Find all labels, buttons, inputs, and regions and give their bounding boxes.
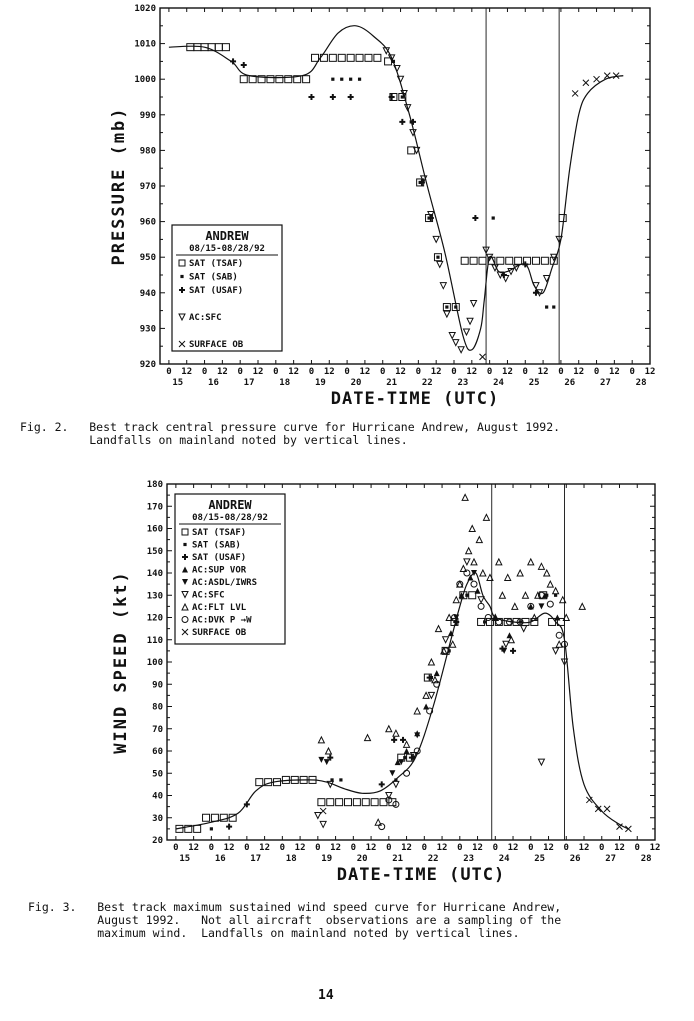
data-point <box>512 603 518 609</box>
data-point <box>483 620 486 623</box>
x-tick-label: 0 <box>492 843 499 853</box>
y-tick-label: 970 <box>139 182 156 192</box>
data-point <box>404 741 410 747</box>
x-tick-label: 12 <box>359 367 371 377</box>
data-point <box>379 781 385 787</box>
x-tick-label: 12 <box>436 843 448 853</box>
data-point <box>553 648 559 654</box>
data-point <box>414 708 420 714</box>
x-tick-label: 12 <box>466 367 478 377</box>
data-point <box>358 78 361 81</box>
figure-2-caption: Fig. 2. Best track central pressure curve for Hurricane Andrew, August 1992. Landfalls on mainland noted by vertical lines. <box>20 420 561 447</box>
data-point <box>320 54 327 61</box>
x-tick-label: 0 <box>593 367 600 377</box>
data-point <box>391 737 397 743</box>
data-point <box>485 615 491 621</box>
x-tick-label: 0 <box>528 843 534 853</box>
x-day-label: 20 <box>356 854 368 864</box>
x-day-label: 28 <box>640 854 652 864</box>
data-point <box>532 257 539 264</box>
data-point <box>464 559 470 565</box>
data-point <box>348 94 354 100</box>
y-tick-label: 980 <box>139 146 156 157</box>
legend-subtitle: 08/15-08/28/92 <box>189 244 265 254</box>
x-tick-label: 12 <box>507 843 519 853</box>
data-point <box>403 756 406 759</box>
data-point <box>478 597 484 603</box>
x-tick-label: 0 <box>173 843 179 853</box>
x-tick-label: 0 <box>244 843 250 853</box>
legend-label: SAT (TSAF) <box>189 259 244 269</box>
data-point <box>471 581 477 587</box>
y-tick-label: 30 <box>152 813 163 824</box>
data-point <box>522 592 528 598</box>
data-point <box>483 514 489 520</box>
data-point <box>436 256 439 259</box>
x-tick-label: 0 <box>599 843 605 853</box>
data-point <box>215 44 222 51</box>
x-day-label: 20 <box>350 378 362 388</box>
data-point <box>267 76 274 83</box>
y-tick-label: 960 <box>139 217 156 228</box>
data-point <box>362 799 369 806</box>
data-point <box>203 814 210 821</box>
data-point <box>625 826 631 832</box>
data-point <box>547 581 553 587</box>
x-tick-label: 12 <box>252 367 264 377</box>
x-tick-label: 12 <box>573 367 585 377</box>
y-tick-label: 50 <box>152 769 163 780</box>
x-day-label: 18 <box>279 378 291 388</box>
data-point <box>470 257 477 264</box>
y-tick-label: 1000 <box>134 75 156 86</box>
x-day-label: 27 <box>600 378 611 388</box>
x-tick-label: 0 <box>315 843 321 853</box>
x-day-label: 26 <box>569 854 581 864</box>
legend-label: SURFACE OB <box>189 340 244 350</box>
x-day-label: 28 <box>635 378 647 388</box>
x-tick-label: 0 <box>421 843 428 853</box>
data-point <box>336 799 343 806</box>
data-point <box>393 730 399 736</box>
data-point <box>230 58 236 64</box>
data-point <box>464 570 470 576</box>
data-point <box>393 781 399 787</box>
data-point <box>365 735 371 741</box>
data-point <box>433 236 439 242</box>
legend-marker <box>183 543 186 546</box>
data-point <box>187 44 194 51</box>
data-point <box>515 257 522 264</box>
x-day-label: 24 <box>493 378 504 388</box>
x-tick-label: 0 <box>563 843 569 853</box>
data-point <box>325 748 331 754</box>
data-point <box>458 347 464 353</box>
legend-title: ANDREW <box>208 498 252 512</box>
y-tick-label: 100 <box>146 658 163 668</box>
data-point <box>583 80 589 86</box>
x-tick-label: 12 <box>259 843 271 853</box>
series-sat-sab- <box>331 60 555 309</box>
data-point <box>478 603 484 609</box>
data-point <box>538 759 544 765</box>
data-point <box>308 94 314 100</box>
data-point <box>445 305 448 308</box>
data-point <box>559 215 566 222</box>
legend-label: AC:SFC <box>189 313 222 323</box>
data-point <box>521 626 527 632</box>
x-tick-label: 12 <box>223 843 235 853</box>
figure-3-caption: Fig. 3. Best track maximum sustained wind speed curve for Hurricane Andrew, August 1992. Not all aircraft observations are a sampling of the maximum wind. Landfalls on mainland noted by vertical lines. <box>28 900 562 940</box>
data-point <box>404 748 410 754</box>
data-point <box>505 574 511 580</box>
data-point <box>554 615 560 621</box>
data-point <box>556 632 562 638</box>
y-tick-label: 110 <box>146 635 163 646</box>
data-point <box>465 594 468 597</box>
data-point <box>371 799 378 806</box>
y-tick-label: 120 <box>146 613 163 624</box>
x-day-label: 21 <box>386 378 398 388</box>
legend-label: AC:ASDL/IWRS <box>192 578 258 588</box>
x-tick-label: 12 <box>365 843 377 853</box>
y-tick-label: 950 <box>139 253 156 264</box>
legend-marker <box>180 275 183 278</box>
data-point <box>541 257 548 264</box>
x-day-label: 18 <box>285 854 297 864</box>
data-point <box>499 592 505 598</box>
data-point <box>365 54 372 61</box>
data-point <box>547 601 553 607</box>
data-point <box>329 54 336 61</box>
x-day-label: 17 <box>250 854 262 864</box>
series-ac-dvk-p-w <box>379 570 568 830</box>
data-point <box>428 659 434 665</box>
x-tick-label: 12 <box>543 843 554 853</box>
x-axis-label: DATE-TIME (UTC) <box>336 865 506 885</box>
legend-label: SAT (TSAF) <box>192 528 247 538</box>
x-tick-label: 0 <box>386 843 392 853</box>
data-point <box>492 216 495 219</box>
data-point <box>467 318 473 324</box>
x-tick-label: 12 <box>401 843 412 853</box>
x-day-label: 21 <box>392 854 404 864</box>
data-point <box>544 570 550 576</box>
data-point <box>303 76 310 83</box>
data-point <box>437 261 443 267</box>
x-tick-label: 12 <box>294 843 306 853</box>
data-point <box>475 588 481 594</box>
y-tick-label: 20 <box>152 836 163 846</box>
data-point <box>338 54 345 61</box>
x-day-label: 15 <box>172 378 184 388</box>
x-day-label: 22 <box>427 854 439 864</box>
y-tick-label: 90 <box>152 680 163 691</box>
data-point <box>472 215 478 221</box>
data-point <box>594 76 600 82</box>
y-tick-label: 180 <box>146 480 163 490</box>
data-point <box>404 770 410 776</box>
x-axis-label: DATE-TIME (UTC) <box>330 389 500 409</box>
x-tick-label: 12 <box>578 843 590 853</box>
x-tick-label: 0 <box>350 843 357 853</box>
data-point <box>579 603 585 609</box>
x-tick-label: 12 <box>181 367 193 377</box>
data-point <box>471 559 477 565</box>
data-point <box>528 559 534 565</box>
data-point <box>469 526 475 532</box>
x-tick-label: 0 <box>380 367 386 377</box>
series-ac-sup-vor <box>395 574 561 765</box>
data-point <box>389 799 396 806</box>
x-tick-label: 0 <box>415 367 422 377</box>
x-tick-label: 0 <box>201 367 208 377</box>
data-point <box>394 66 400 72</box>
data-point <box>510 648 516 654</box>
data-point <box>339 778 342 781</box>
data-point <box>552 305 555 308</box>
x-tick-label: 0 <box>273 367 279 377</box>
data-point <box>466 548 472 554</box>
y-tick-label: 80 <box>152 702 163 713</box>
series-surface-ob <box>320 797 631 832</box>
data-point <box>318 757 324 763</box>
data-point <box>318 799 325 806</box>
legend-label: SAT (USAF) <box>192 553 247 563</box>
x-tick-label: 0 <box>457 843 463 853</box>
x-tick-label: 12 <box>430 367 442 377</box>
x-day-label: 15 <box>179 854 191 864</box>
legend-subtitle: 08/15-08/28/92 <box>192 513 268 523</box>
x-tick-label: 0 <box>279 843 286 853</box>
data-point <box>519 620 522 623</box>
x-tick-label: 12 <box>472 843 483 853</box>
x-tick-label: 0 <box>166 367 172 377</box>
y-tick-label: 1010 <box>134 39 156 50</box>
legend-label: AC:DVK P →W <box>192 615 252 626</box>
data-point <box>572 90 578 96</box>
data-point <box>454 305 457 308</box>
x-tick-label: 12 <box>649 843 661 853</box>
y-tick-label: 990 <box>139 110 156 121</box>
data-point <box>379 824 385 830</box>
legend-label: AC:FLT LVL <box>192 603 247 613</box>
data-point <box>461 257 468 264</box>
data-point <box>538 603 544 609</box>
data-point <box>276 76 283 83</box>
x-day-label: 19 <box>314 378 326 388</box>
data-point <box>462 494 468 500</box>
data-point <box>453 597 459 603</box>
x-tick-label: 0 <box>629 367 635 377</box>
legend-label: SAT (SAB) <box>192 540 241 551</box>
x-day-label: 26 <box>564 378 576 388</box>
y-tick-label: 60 <box>152 747 163 757</box>
x-tick-label: 0 <box>522 367 528 377</box>
data-point <box>497 257 504 264</box>
data-point <box>517 570 523 576</box>
data-point <box>356 54 363 61</box>
y-tick-label: 140 <box>146 569 163 579</box>
data-point <box>469 592 476 599</box>
data-point <box>398 76 404 82</box>
series-ac-sfc <box>315 559 568 828</box>
data-point <box>538 563 544 569</box>
data-point <box>312 54 319 61</box>
legend-title: ANDREW <box>205 229 249 243</box>
data-point <box>210 827 213 830</box>
y-tick-label: 40 <box>152 791 163 802</box>
data-point <box>604 806 610 812</box>
data-point <box>463 329 469 335</box>
data-point <box>320 808 326 814</box>
x-tick-label: 0 <box>208 843 215 853</box>
x-tick-label: 12 <box>614 843 625 853</box>
x-day-label: 19 <box>321 854 333 864</box>
x-day-label: 23 <box>463 854 475 864</box>
y-tick-label: 920 <box>139 360 156 370</box>
data-point <box>444 311 450 317</box>
data-point <box>194 44 201 51</box>
y-tick-label: 940 <box>139 288 156 299</box>
x-tick-label: 12 <box>608 367 620 377</box>
x-tick-label: 0 <box>558 367 564 377</box>
series-ac-flt-lvl <box>318 494 585 825</box>
wind-speed-chart <box>0 470 694 970</box>
x-tick-label: 12 <box>537 367 549 377</box>
data-point <box>315 813 321 819</box>
x-tick-label: 0 <box>451 367 457 377</box>
series-sat-usaf- <box>226 619 516 830</box>
data-point <box>240 76 247 83</box>
x-tick-label: 12 <box>644 367 656 377</box>
data-point <box>496 559 502 565</box>
data-point <box>449 333 455 339</box>
series-ac-sfc <box>383 48 562 353</box>
data-point <box>320 821 326 827</box>
pressure-chart <box>0 0 694 420</box>
series-surface-ob <box>480 73 620 360</box>
data-point <box>604 73 610 79</box>
data-point <box>503 276 509 282</box>
legend-label: AC:SFC <box>192 590 225 601</box>
data-point <box>194 825 201 832</box>
data-point <box>496 619 502 625</box>
data-point <box>330 94 336 100</box>
y-tick-label: 130 <box>146 591 163 602</box>
data-point <box>386 726 392 732</box>
legend-label: SAT (USAF) <box>189 286 244 296</box>
y-tick-label: 1020 <box>134 4 156 14</box>
x-tick-label: 12 <box>188 843 200 853</box>
series-ac-asdl-iwrs <box>318 570 544 776</box>
data-point <box>479 257 486 264</box>
x-tick-label: 12 <box>330 843 342 853</box>
x-tick-label: 12 <box>395 367 406 377</box>
data-point <box>423 692 429 698</box>
page-number: 14 <box>318 988 334 1003</box>
data-point <box>324 759 330 765</box>
data-point <box>340 78 343 81</box>
x-tick-label: 12 <box>323 367 335 377</box>
x-day-label: 22 <box>421 378 433 388</box>
legend-label: SURFACE OB <box>192 628 247 638</box>
x-tick-label: 12 <box>216 367 228 377</box>
x-tick-label: 0 <box>237 367 243 377</box>
x-day-label: 25 <box>528 378 540 388</box>
legend-label: SAT (SAB) <box>189 272 238 283</box>
data-point <box>349 78 352 81</box>
y-tick-label: 150 <box>146 546 163 557</box>
y-tick-label: 70 <box>152 724 163 735</box>
y-tick-label: 160 <box>146 524 163 535</box>
x-day-label: 27 <box>605 854 617 864</box>
x-day-label: 17 <box>243 378 255 388</box>
data-point <box>480 354 486 360</box>
x-tick-label: 0 <box>344 367 350 377</box>
data-point <box>436 626 442 632</box>
data-point <box>241 62 247 68</box>
x-day-label: 16 <box>208 378 219 388</box>
data-point <box>480 570 486 576</box>
x-day-label: 24 <box>498 854 510 864</box>
data-point <box>318 737 324 743</box>
data-point <box>353 799 360 806</box>
y-axis-label: WIND SPEED (kt) <box>111 570 131 754</box>
x-tick-label: 12 <box>502 367 513 377</box>
data-point <box>399 119 405 125</box>
legend-label: AC:SUP VOR <box>192 565 247 576</box>
data-point <box>440 283 446 289</box>
data-point <box>553 588 559 594</box>
x-tick-label: 0 <box>308 367 315 377</box>
x-day-label: 25 <box>534 854 546 864</box>
y-tick-label: 930 <box>139 324 156 335</box>
data-point <box>256 779 263 786</box>
data-point <box>331 78 334 81</box>
data-point <box>222 44 229 51</box>
x-day-label: 23 <box>457 378 469 388</box>
data-point <box>374 54 381 61</box>
data-point <box>389 770 395 776</box>
x-tick-label: 0 <box>486 367 493 377</box>
y-tick-label: 170 <box>146 502 163 513</box>
x-tick-label: 12 <box>288 367 300 377</box>
x-tick-label: 0 <box>634 843 640 853</box>
data-point <box>428 692 434 698</box>
data-point <box>434 670 440 676</box>
x-day-label: 16 <box>214 854 226 864</box>
data-point <box>453 340 459 346</box>
data-point <box>226 824 232 830</box>
data-point <box>471 300 477 306</box>
data-point <box>476 537 482 543</box>
data-point <box>400 737 406 743</box>
data-point <box>443 637 449 643</box>
data-point <box>545 305 548 308</box>
data-point <box>347 54 354 61</box>
data-point <box>327 799 334 806</box>
data-point <box>345 799 352 806</box>
data-point <box>506 257 513 264</box>
y-axis-label: PRESSURE (mb) <box>109 106 129 266</box>
